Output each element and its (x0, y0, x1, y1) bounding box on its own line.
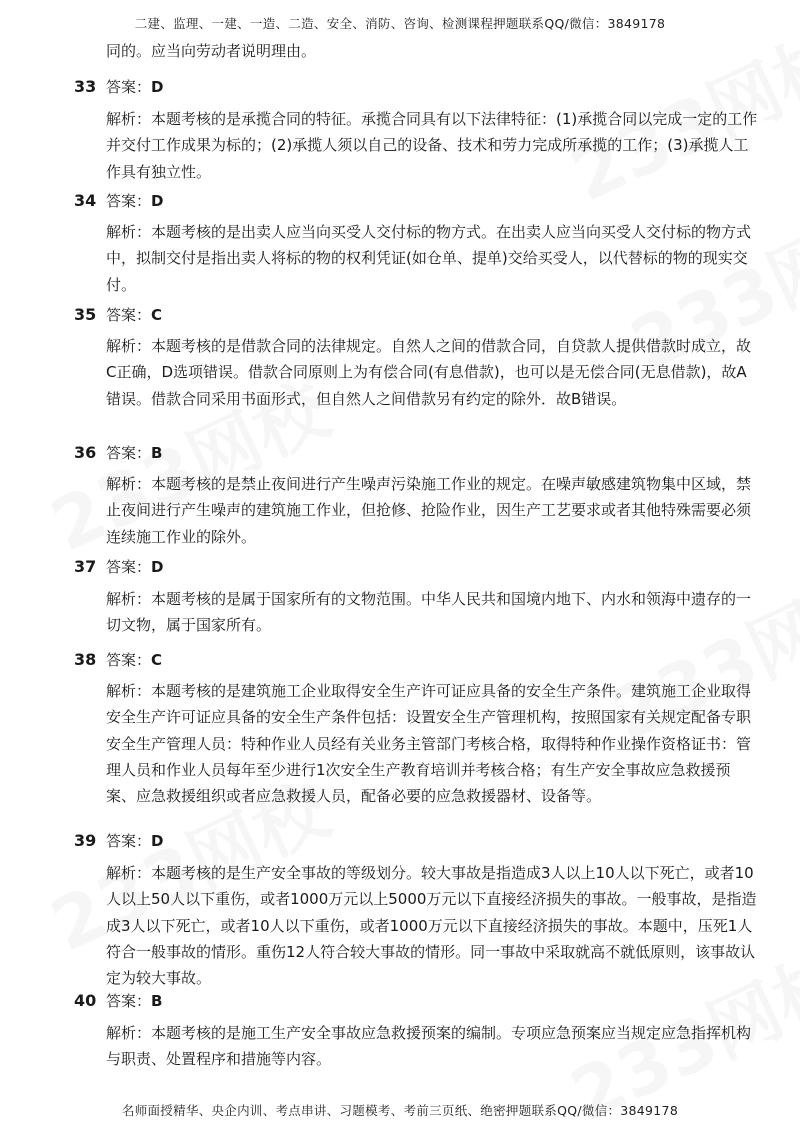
question-header (74, 440, 162, 466)
question-number: 33 (74, 77, 97, 96)
explanation-text: 解析：本题考核的是禁止夜间进行产生噪声污染施工作业的规定。在噪声敏感建筑物集中区域，禁止夜间进行产生噪声的建筑施工作业，但抢修、抢险作业，因生产工艺要求或者其他特殊需要必须连续施工作业的除外。 (106, 475, 752, 546)
question-header (74, 74, 163, 100)
answer-label: 答案： (106, 78, 152, 96)
answer-value: D (151, 192, 164, 210)
answer-label: 答案： (106, 992, 152, 1010)
explanation-text: 解析：本题考核的是生产安全事故的等级划分。较大事故是指造成3人以上10人以下死亡，或者10人以上50人以下重伤，或者1000万元以上5000万元以下直接经济损失的事故。一般事故，是指造成3人以下死亡，或者10人以下重伤，或者1000万元以下直接经济损失的事故。本题中，压死1人符合一般事故的情形。重伤12人符合较大事故的情形。同一事故中采取就高不就低原则，该事故认定为较大事故。 (106, 864, 757, 988)
question-header (74, 554, 163, 580)
answer-label: 答案： (106, 651, 152, 669)
explanation-text: 解析：本题考核的是建筑施工企业取得安全生产许可证应具备的安全生产条件。建筑施工企业取得安全生产许可证应具备的安全生产条件包括：设置安全生产管理机构，按照国家有关规定配备专职安全生产管理人员：特种作业人员经有关业务主管部门考核合格，取得特种作业操作资格证书：管理人员和作业人员每年至少进行1次安全生产教育培训并考核合格；有生产安全事故应急救援预案、应急救援组织或者应急救援人员，配备必要的应急救援器材、设备等。 (106, 682, 752, 806)
page-footer: 名师面授精华、央企内训、考点串讲、习题模考、考前三页纸、绝密押题联系QQ/微信：3849178 (121, 1103, 679, 1118)
page-header: 二建、监理、一建、一造、二造、安全、消防、咨询、检测课程押题联系QQ/微信：3849178 (134, 16, 666, 31)
answer-value: B (151, 444, 163, 462)
answer-value: D (151, 832, 164, 850)
question-header (74, 647, 162, 673)
explanation-text: 解析：本题考核的是借款合同的法律规定。自然人之间的借款合同，自贷款人提供借款时成立，故C正确，D选项错误。借款合同原则上为有偿合同(有息借款)，也可以是无偿合同(无息借款)，故A错误。借款合同采用书面形式，但自然人之间借款另有约定的除外．故B错误。 (106, 337, 752, 408)
answer-value: B (151, 992, 163, 1010)
answer-value: C (151, 651, 163, 669)
question-number: 39 (74, 831, 97, 850)
explanation-text: 解析：本题考核的是属于国家所有的文物范围。中华人民共和国境内地下、内水和领海中遗存的一切文物，属于国家所有。 (106, 590, 752, 635)
answer-value: D (151, 78, 164, 96)
answer-label: 答案： (106, 832, 152, 850)
question-number: 37 (74, 557, 97, 576)
question-header (74, 302, 162, 328)
question-number: 36 (74, 443, 97, 462)
question-header (74, 828, 163, 854)
question-number: 38 (74, 650, 97, 669)
question-header (74, 188, 163, 214)
answer-value: C (151, 306, 163, 324)
answer-label: 答案： (106, 192, 152, 210)
answer-label: 答案： (106, 444, 152, 462)
question-number: 34 (74, 191, 97, 210)
answer-label: 答案： (106, 558, 152, 576)
explanation-text: 解析：本题考核的是施工生产安全事故应急救援预案的编制。专项应急预案应当规定应急指挥机构与职责、处置程序和措施等内容。 (106, 1024, 752, 1069)
answer-value: D (151, 558, 164, 576)
question-number: 35 (74, 305, 97, 324)
explanation-text: 解析：本题考核的是承揽合同的特征。承揽合同具有以下法律特征：(1)承揽合同以完成一定的工作并交付工作成果为标的；(2)承揽人须以自己的设备、技术和劳力完成所承揽的工作；(3)承揽人工作具有独立性。 (106, 110, 758, 181)
answer-label: 答案： (106, 306, 152, 324)
question-number: 40 (74, 991, 97, 1010)
carry-over-text: 同的。应当向劳动者说明理由。 (106, 42, 317, 60)
question-header (74, 988, 162, 1014)
explanation-text: 解析：本题考核的是出卖人应当向买受人交付标的物方式。在出卖人应当向买受人交付标的物方式中，拟制交付是指出卖人将标的物的权利凭证(如仓单、提单)交给买受人，以代替标的物的现实交付。 (106, 223, 752, 294)
